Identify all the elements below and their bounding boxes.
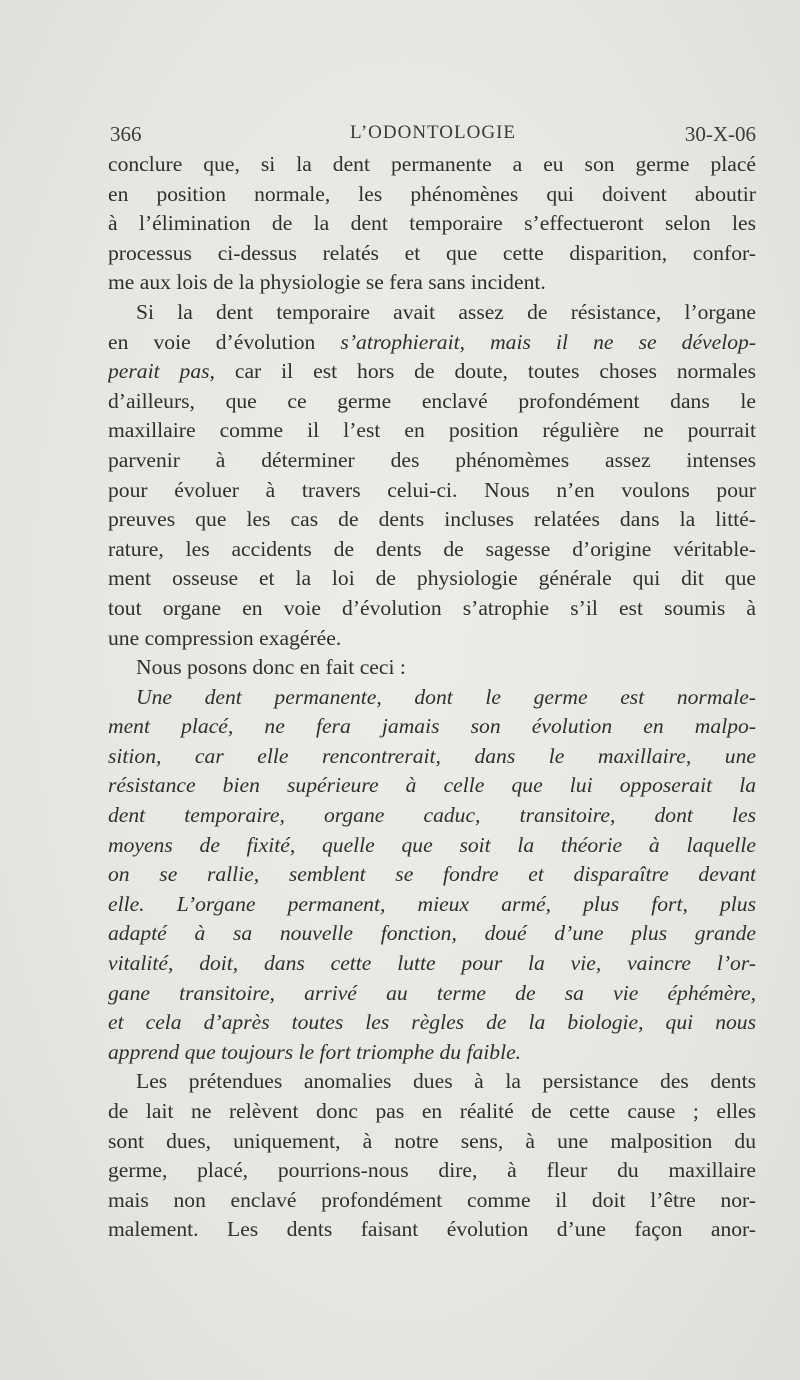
- text-line: et cela d’après toutes les règles de la biologie, qui nous: [108, 1010, 756, 1035]
- text-run: car il est hors de doute, toutes choses normales: [234, 359, 756, 384]
- text-line: maxillaire comme il l’est en position régulière ne pourrait: [108, 418, 756, 443]
- text-line: moyens de fixité, quelle que soit la théorie à laquelle: [108, 832, 756, 857]
- text-line: à l’élimination de la dent temporaire s’effectueront selon les: [108, 211, 756, 236]
- text-line: [108, 357, 756, 387]
- text-line: processus ci-dessus relatés et que cette disparition, confor-: [108, 240, 756, 265]
- text-line: Les prétendues anomalies dues à la persistance des dents: [136, 1069, 756, 1094]
- issue-date: 30-X-06: [684, 122, 756, 146]
- text-line: mais non enclavé profondément comme il doit l’être nor-: [108, 1187, 756, 1212]
- text-run: Si la dent temporaire avait assez de résistance, l’organe: [136, 299, 756, 324]
- text-line: pour évoluer à travers celui-ci. Nous n’en voulons pour: [108, 477, 756, 502]
- text-line: sition, car elle rencontrerait, dans le maxillaire, une: [108, 743, 756, 768]
- text-run: perait pas,: [108, 359, 235, 384]
- text-line: me aux lois de la physiologie se fera sans incident.: [108, 270, 546, 295]
- text-line: dent temporaire, organe caduc, transitoire, dont les: [108, 803, 756, 828]
- text-line: on se rallie, semblent se fondre et disparaître devant: [108, 862, 756, 887]
- text-line: adapté à sa nouvelle fonction, doué d’une plus grande: [108, 921, 756, 946]
- running-title: L’ODONTOLOGIE: [349, 122, 517, 143]
- text-line: sont dues, uniquement, à notre sens, à une malposition du: [108, 1128, 756, 1153]
- text-line: germe, placé, pourrions-nous dire, à fleur du maxillaire: [108, 1158, 756, 1183]
- text-line: une compression exagérée.: [108, 625, 342, 650]
- text-line: [108, 328, 756, 358]
- text-line: tout organe en voie d’évolution s’atrophie s’il est soumis à: [108, 595, 756, 620]
- text-line: Une dent permanente, dont le germe est normale-: [136, 684, 756, 709]
- body-text: [108, 150, 756, 1245]
- text-line: parvenir à déterminer des phénomèmes assez intenses: [108, 447, 756, 472]
- text-line: ment osseuse et la loi de physiologie générale qui dit que: [108, 566, 756, 591]
- text-line: [108, 298, 756, 328]
- text-run: s’atrophierait, mais il ne se dévelop-: [340, 329, 756, 354]
- running-header: [110, 122, 756, 152]
- text-run: en voie d’évolution: [108, 329, 341, 354]
- text-line: gane transitoire, arrivé au terme de sa vie éphémère,: [108, 980, 756, 1005]
- text-line: de lait ne relèvent donc pas en réalité de cette cause ; elles: [108, 1099, 756, 1123]
- text-line: apprend que toujours le fort triomphe du faible.: [108, 1039, 522, 1064]
- page-number: 366: [110, 122, 142, 146]
- text-line: elle. L’organe permanent, mieux armé, plus fort, plus: [108, 891, 756, 916]
- text-line: Nous posons donc en fait ceci :: [136, 655, 406, 680]
- text-line: malement. Les dents faisant évolution d’une façon anor-: [108, 1217, 756, 1242]
- text-line: d’ailleurs, que ce germe enclavé profondément dans le: [108, 388, 756, 413]
- text-line: conclure que, si la dent permanente a eu son germe placé: [108, 152, 756, 176]
- text-line: rature, les accidents de dents de sagesse d’origine véritable-: [108, 536, 756, 561]
- text-line: ment placé, ne fera jamais son évolution en malpo-: [108, 714, 756, 739]
- text-line: résistance bien supérieure à celle que lui opposerait la: [108, 773, 756, 798]
- text-line: preuves que les cas de dents incluses relatées dans la litté-: [108, 507, 756, 532]
- text-line: en position normale, les phénomènes qui doivent aboutir: [108, 181, 756, 206]
- text-line: vitalité, doit, dans cette lutte pour la vie, vaincre l’or-: [108, 951, 756, 976]
